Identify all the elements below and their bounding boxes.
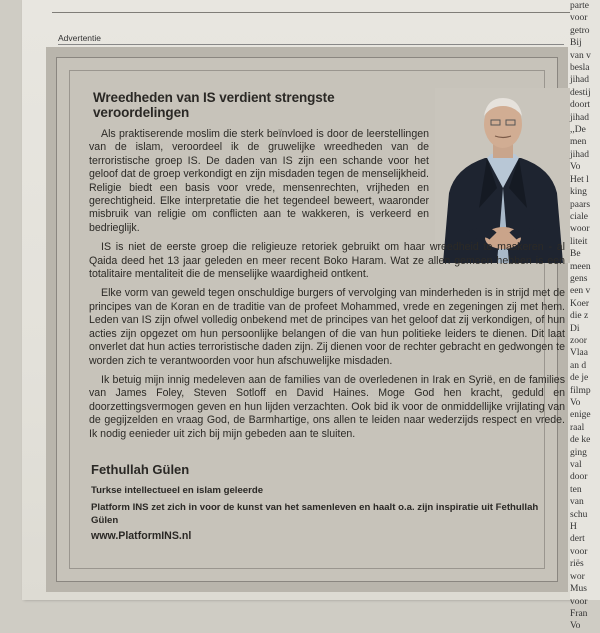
column-line: an d <box>570 360 587 371</box>
author-role: Turkse intellectueel en islam geleerde <box>91 485 264 496</box>
column-line: king <box>570 187 587 198</box>
paragraph: IS is niet de eerste groep die religieuze retoriek gebruikt om haar wreedheid te maskeren - al Qaida deed het 13 jaar geleden en meer recent Boko Haram. Wat ze allen gemeen hebben is een totalitaire mentaliteit die de menselijke waardigheid ontkent. <box>89 241 565 281</box>
website-link[interactable]: www.PlatformINS.nl <box>91 530 192 542</box>
column-line: Be <box>570 249 581 260</box>
advertisement-label: Advertentie <box>58 33 101 43</box>
previous-article-strip <box>52 0 572 13</box>
platform-note: Platform INS zet zich in voor de kunst van het samenleven en haalt o.a. zijn inspiratie uit Fethullah Gülen <box>91 502 539 526</box>
column-line: val <box>570 460 582 471</box>
column-line: wor <box>570 571 585 582</box>
column-line: jihad <box>570 112 589 123</box>
column-line: Mus <box>570 584 587 595</box>
paragraph: Ik betuig mijn innig medeleven aan de families van de overledenen in Irak en Syrië, en de families van James Foley, Steven Sotloff en David Haines. Moge God hen kracht, geduld en doorzettingsvermogen geven en hun lijden verzachten. Ook bid ik voor de onmiddellijke vrijlating van de gegijzelden en vraag God, de Barmhartige, ons allen te leiden naar wederzijds respect en vrede. Ik nodig eenieder uit zich bij mijn gebeden aan te sluiten. <box>89 373 565 440</box>
column-line: van <box>570 497 584 508</box>
column-line: voor <box>570 596 588 607</box>
column-line: raal <box>570 422 585 433</box>
column-line: men <box>570 137 587 148</box>
column-line: Het l <box>570 174 589 185</box>
column-line: Di <box>570 323 580 334</box>
column-line: voor <box>570 13 588 24</box>
column-line: enige <box>570 410 591 421</box>
column-line: de je <box>570 373 589 384</box>
column-line: meen <box>570 261 591 272</box>
column-line: Fran <box>570 608 588 619</box>
column-line: van v <box>570 50 591 61</box>
column-line: die z <box>570 311 589 322</box>
column-line: de ke <box>570 435 591 446</box>
column-line: een v <box>570 286 591 297</box>
column-line: Vo <box>570 398 581 408</box>
column-line: jihad <box>570 75 589 86</box>
column-line: woor <box>570 224 590 235</box>
advertisement-frame <box>56 57 565 582</box>
column-line: H <box>570 522 577 533</box>
column-line: voor <box>570 546 588 557</box>
column-line: zoor <box>570 335 587 346</box>
column-line: doort <box>570 100 591 111</box>
column-line: Koer <box>570 298 589 309</box>
column-line: liteit <box>570 236 588 247</box>
column-line: door <box>570 472 588 483</box>
column-line: paars <box>570 199 591 210</box>
column-line: Vo <box>570 162 581 173</box>
column-line: Vo <box>570 621 581 632</box>
column-line: ging <box>570 447 587 458</box>
article-body <box>89 128 565 447</box>
column-line: gens <box>570 273 588 284</box>
column-line: Vlaa <box>570 348 588 359</box>
column-line: getro <box>570 25 590 36</box>
paragraph: Elke vorm van geweld tegen onschuldige burgers of vervolging van minderheden is in strijd met de principes van de Koran en de traditie van de profeet Mohammed, vrede en zegeningen zij met hem. Leden van IS zijn ofwel volledig onbekend met de principes van het geloof dat zij verkondigen, of hun acties zijn opgezet om hun persoonlijke belangen of die van hun politieke leiders te dienen. Dit laat onverlet dat hun acties terroristische daden zijn. Zij dienen voor de rechter gebracht en gedwongen te worden zich te verantwoorden voor hun afschuwelijke misdaden. <box>89 287 565 367</box>
adjacent-column-text <box>570 0 600 632</box>
column-line: jihad <box>570 149 589 160</box>
column-line: Bij <box>570 38 582 49</box>
column-line: besla <box>570 63 590 74</box>
column-line: ten <box>570 484 582 495</box>
column-line: ciale <box>570 211 588 222</box>
column-line: dert <box>570 534 585 545</box>
author-name: Fethullah Gülen <box>91 462 190 477</box>
advertisement-box <box>46 47 568 592</box>
column-line: filmp <box>570 385 591 396</box>
signature-block <box>91 462 567 542</box>
column-line: riës <box>570 559 584 570</box>
column-line: ,,De <box>570 125 586 136</box>
paragraph: Als praktiserende moslim die sterk beïnvloed is door de leerstellingen van de islam, veroordeel ik de gruwelijke wreedheden van de terroristische groep IS. De daden van IS zijn een schande voor het geloof dat de groep verkondigt en zijn misdaden tegen de menselijkheid. Religie biedt een basis voor vrede, mensenrechten, vrijheden en gerechtigheid. Elke interpretatie die het tegendeel beweert, waaronder misbruik van religie om conflicten aan te wakkeren, is verkeerd en bedrieglijk. <box>89 128 429 234</box>
article-title: Wreedheden van IS verdient strengste veroordelingen <box>93 90 335 120</box>
divider <box>58 44 564 45</box>
column-line: parte <box>570 1 589 11</box>
column-line: schu <box>570 509 588 520</box>
column-line: destij <box>570 87 591 98</box>
